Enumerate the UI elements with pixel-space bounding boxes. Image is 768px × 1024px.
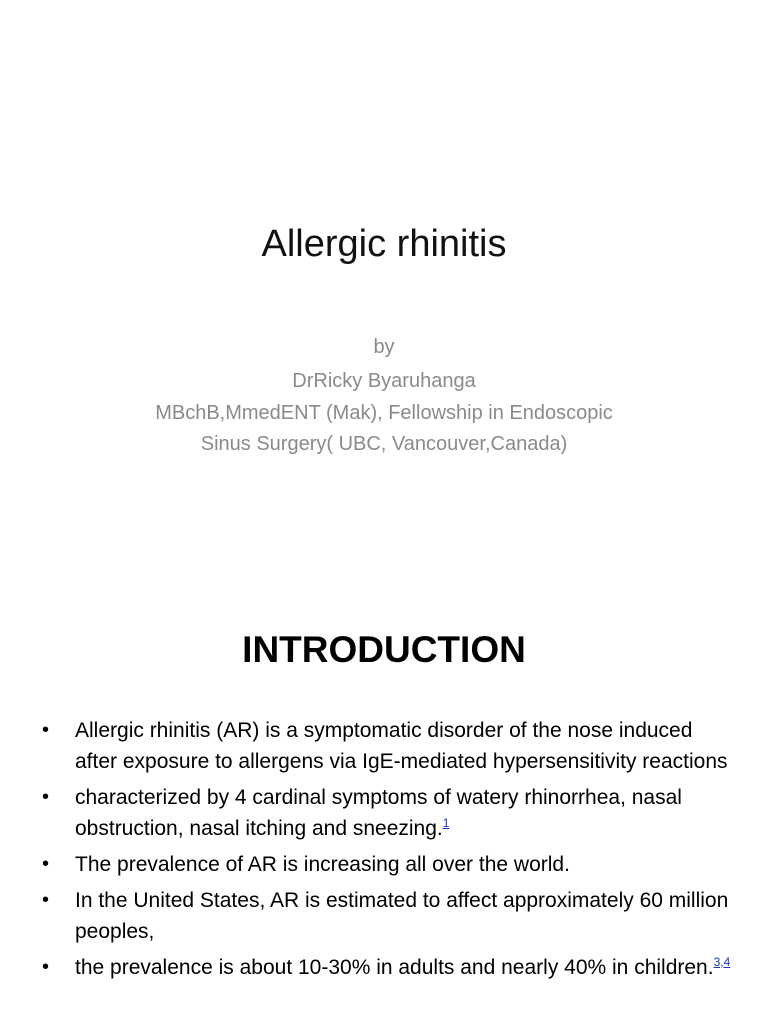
slide-heading: INTRODUCTION — [242, 629, 526, 670]
bullet-item — [36, 782, 736, 844]
bullet-dot-icon: • — [42, 956, 50, 978]
reference-link[interactable]: 3,4 — [713, 955, 731, 969]
bullet-dot-icon: • — [42, 853, 50, 875]
bullet-list — [36, 715, 736, 988]
bullet-text: Allergic rhinitis (AR) is a symptomatic disorder of the nose induced after exposure to allergens via IgE-mediated hypersensitivity reactions — [75, 719, 728, 773]
bullet-text: In the United States, AR is estimated to affect approximately 60 million peoples, — [75, 889, 729, 943]
subtitle-by: by — [373, 336, 395, 358]
subtitle-author: DrRicky Byaruhanga — [292, 370, 476, 392]
bullet-text: characterized by 4 cardinal symptoms of watery rhinorrhea, nasal obstruction, nasal itching and sneezing. — [75, 786, 682, 840]
reference-link[interactable]: 1 — [442, 816, 450, 830]
bullet-item — [36, 715, 736, 777]
presentation-title: Allergic rhinitis — [261, 223, 507, 265]
bullet-item — [36, 849, 736, 880]
bullet-item — [36, 952, 736, 983]
bullet-text: The prevalence of AR is increasing all over the world. — [75, 853, 570, 876]
bullet-dot-icon: • — [42, 889, 50, 911]
bullet-dot-icon: • — [42, 719, 50, 741]
subtitle-block — [100, 330, 668, 460]
subtitle-credentials: MBchB,MmedENT (Mak), Fellowship in Endoscopic — [155, 402, 613, 424]
slide-introduction — [0, 580, 768, 1024]
bullet-text: the prevalence is about 10-30% in adults and nearly 40% in children. — [75, 956, 714, 979]
bullet-item — [36, 885, 736, 947]
bullet-dot-icon: • — [42, 786, 50, 808]
subtitle-credentials-cont: Sinus Surgery( UBC, Vancouver,Canada) — [200, 433, 568, 455]
